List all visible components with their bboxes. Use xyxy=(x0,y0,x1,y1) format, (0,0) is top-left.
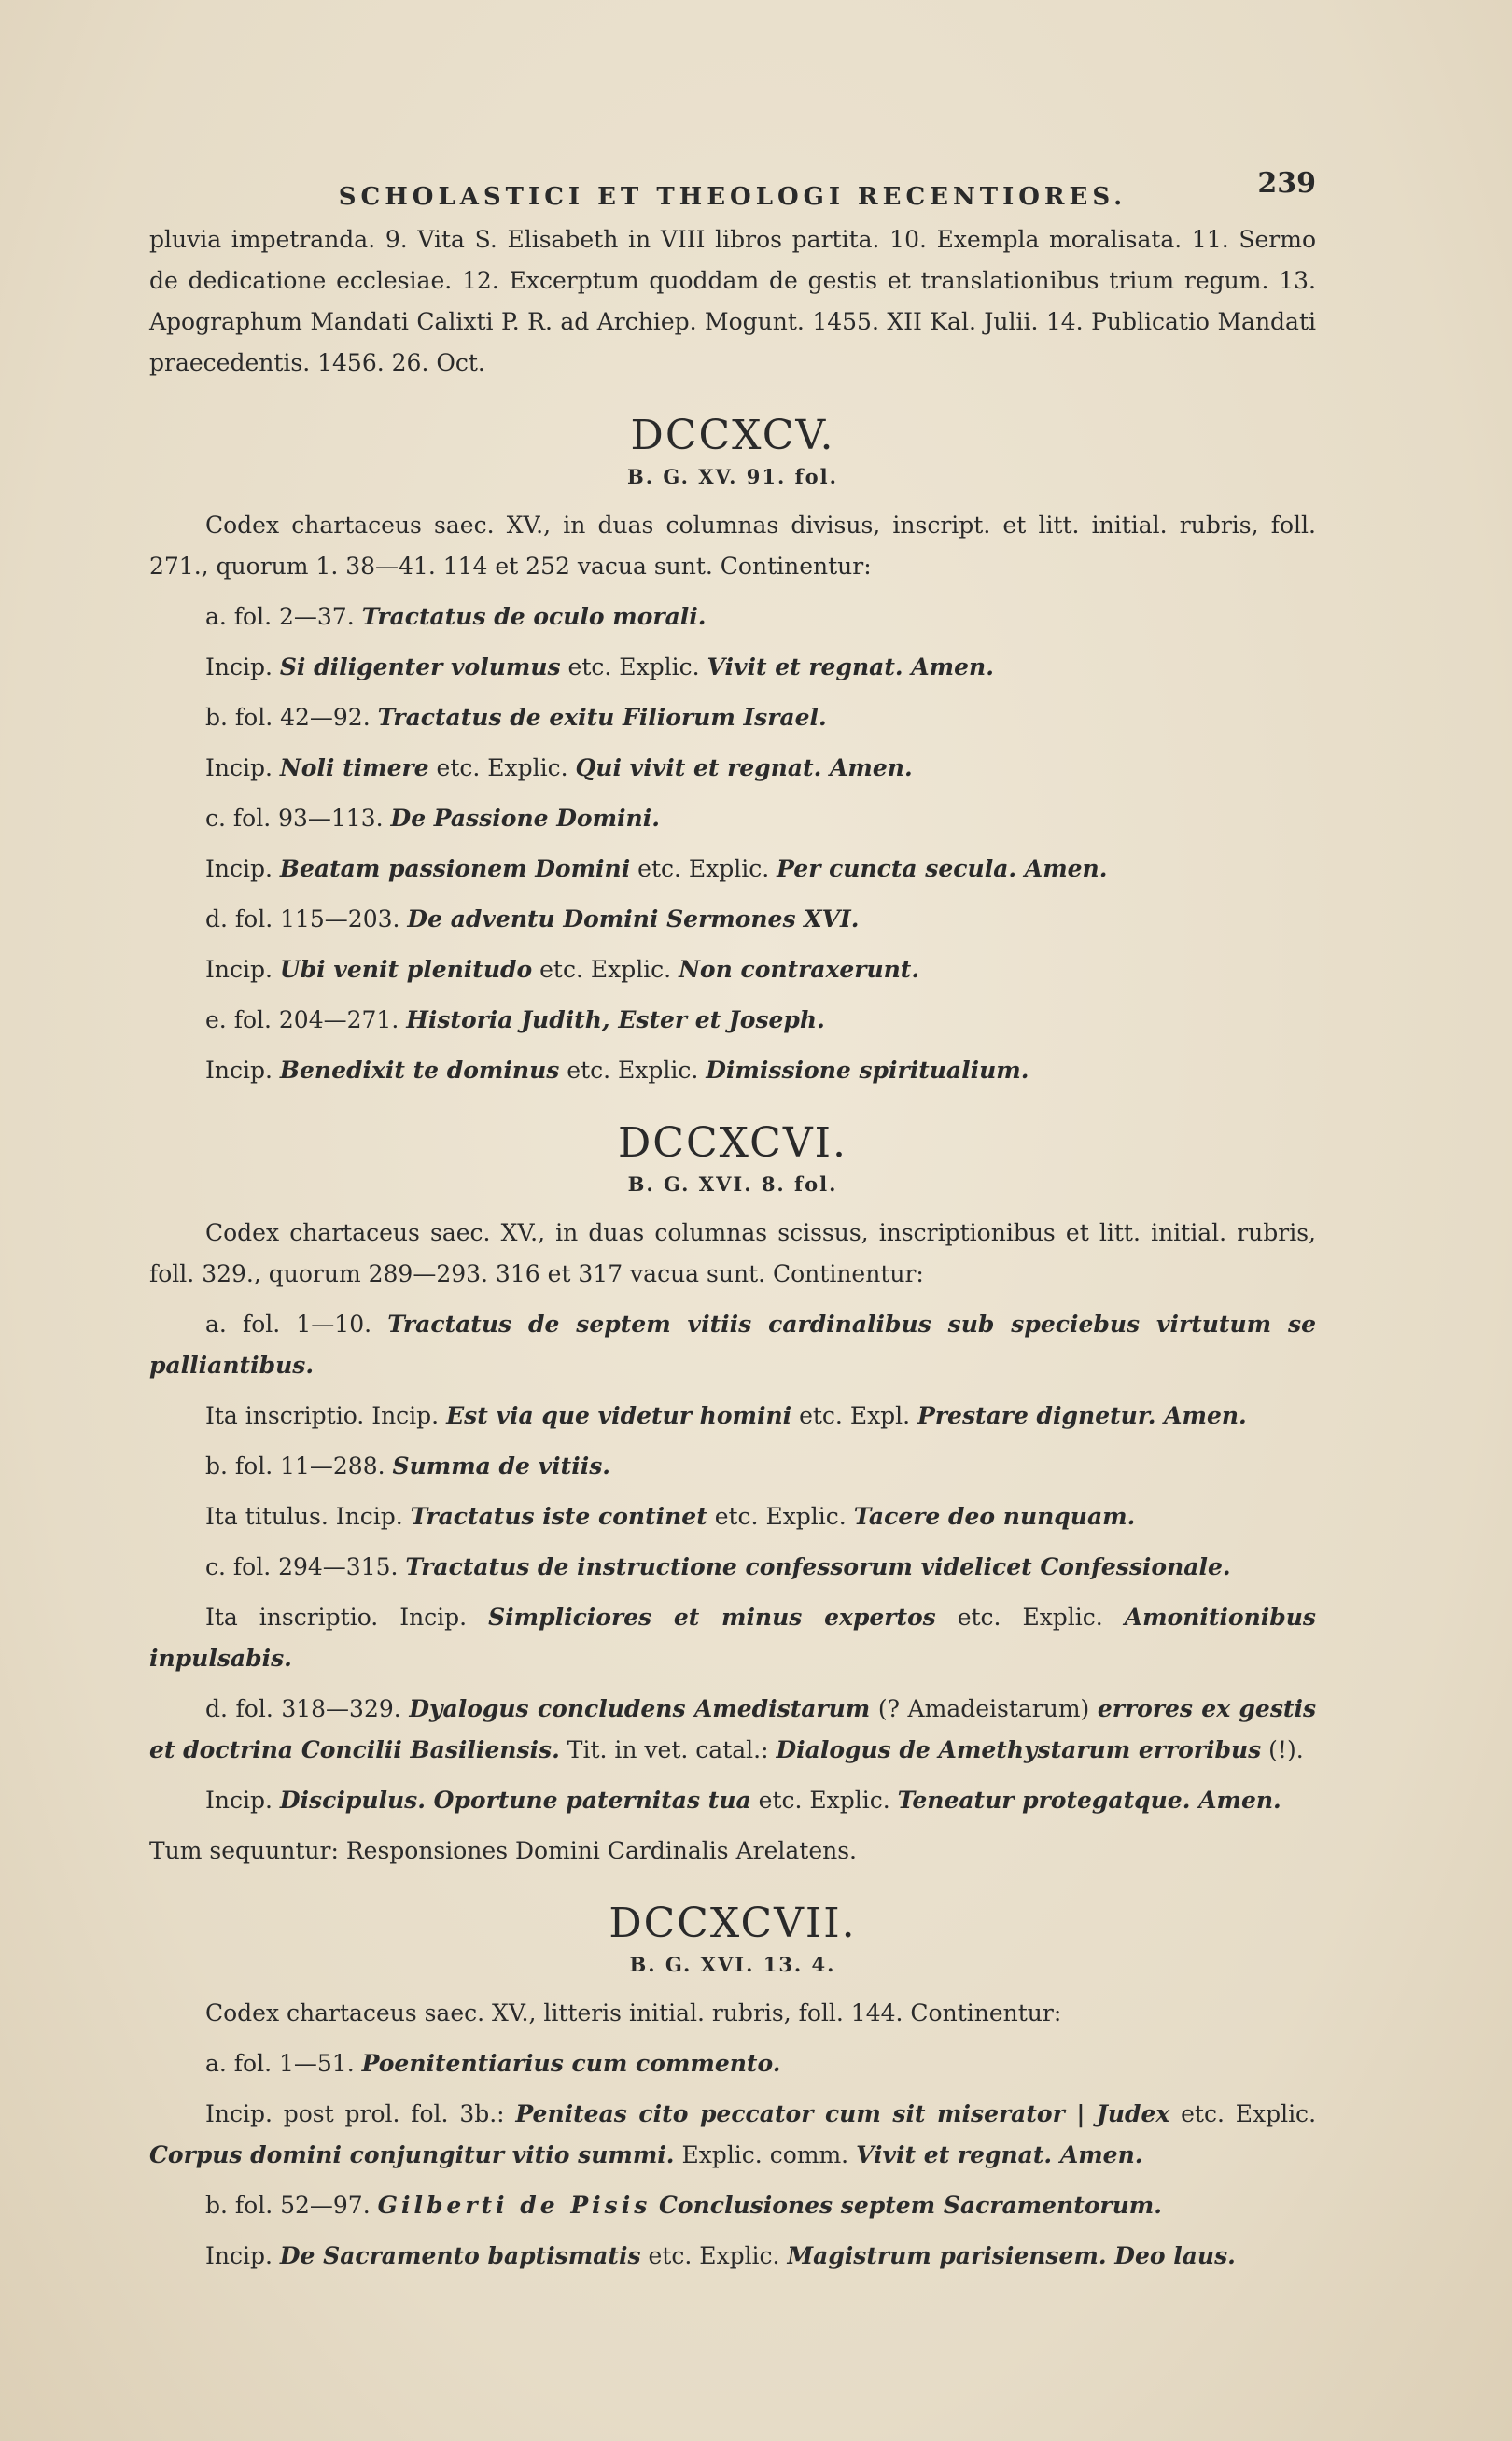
codex-description: Codex chartaceus saec. XV., litteris initial. rubris, foll. 144. Continentur: xyxy=(205,1999,1062,2027)
content-item: b. fol. 52—97. Gilberti de Pisis Conclusiones septem Sacramentorum. xyxy=(205,2192,1162,2219)
incipit-line: Ita inscriptio. Incip. Est via que videtur homini etc. Expl. Prestare dignetur. Amen. xyxy=(205,1402,1247,1429)
content-item: d. fol. 115—203. De adventu Domini Sermones XVI. xyxy=(205,905,860,933)
incipit-line: Incip. De Sacramento baptismatis etc. Explic. Magistrum parisiensem. Deo laus. xyxy=(205,2242,1236,2269)
intro-paragraph: pluvia impetranda. 9. Vita S. Elisabeth in VIII libros partita. 10. Exempla moralisata. 11. Sermo de dedicatione ecclesiae. 12. Excerptum quoddam de gestis et translationibus trium regum. 13. Apographum Mandati Calixti P. R. ad Archiep. Mogunt. 1455. XII Kal. Julii. 14. Publicatio Mandati praecedentis. 1456. 26. Oct. xyxy=(149,226,1316,376)
content-item: b. fol. 42—92. Tractatus de exitu Filiorum Israel. xyxy=(205,704,827,731)
incipit-line: Incip. Si diligenter volumus etc. Explic. Vivit et regnat. Amen. xyxy=(205,653,994,680)
content-item: a. fol. 1—51. Poenitentiarius cum commento. xyxy=(205,2050,781,2077)
shelfmark: B. G. XV. 91. fol. xyxy=(627,465,838,488)
content-item: a. fol. 2—37. Tractatus de oculo morali. xyxy=(205,603,707,630)
page-content xyxy=(149,163,1316,2286)
codex-number: DCCXCVII. xyxy=(609,1900,857,1947)
codex-number: DCCXCV. xyxy=(630,412,835,459)
incipit-line: Incip. Benedixit te dominus etc. Explic. Dimissione spiritualium. xyxy=(205,1057,1029,1084)
content-item: a. fol. 1—10. Tractatus de septem vitiis cardinalibus sub speciebus virtutum se palliantibus. xyxy=(149,1311,1316,1379)
shelfmark: B. G. XVI. 8. fol. xyxy=(627,1172,838,1196)
codex-description: Codex chartaceus saec. XV., in duas columnas scissus, inscriptionibus et litt. initial. rubris, foll. 329., quorum 289—293. 316 et 317 vacua sunt. Continentur: xyxy=(149,1219,1316,1287)
content-item: c. fol. 93—113. De Passione Domini. xyxy=(205,805,660,832)
incipit-line: Ita inscriptio. Incip. Simpliciores et minus expertos etc. Explic. Amonitionibus inpulsabis. xyxy=(149,1604,1317,1672)
catalog-entry xyxy=(149,1117,1316,1872)
page-number: 239 xyxy=(1257,167,1316,200)
catalog-entry xyxy=(149,410,1316,1091)
content-item: b. fol. 11—288. Summa de vitiis. xyxy=(205,1452,610,1480)
catalog-entry xyxy=(149,1898,1316,2277)
incipit-line: Ita titulus. Incip. Tractatus iste continet etc. Explic. Tacere deo nunquam. xyxy=(205,1503,1136,1530)
incipit-line: Incip. post prol. fol. 3b.: Peniteas cito peccator cum sit miserator | Judex etc. Explic. Corpus domini conjungitur vitio summi. Explic. comm. Vivit et regnat. Amen. xyxy=(149,2100,1317,2168)
running-title: SCHOLASTICI ET THEOLOGI RECENTIORES. xyxy=(338,183,1127,211)
closing-note: Tum sequuntur: Responsiones Domini Cardinalis Arelatens. xyxy=(149,1837,857,1864)
incipit-line: Incip. Beatam passionem Domini etc. Explic. Per cuncta secula. Amen. xyxy=(205,855,1108,882)
content-item: d. fol. 318—329. Dyalogus concludens Amedistarum (? Amadeistarum) errores ex gestis et doctrina Concilii Basiliensis. Tit. in vet. catal.: Dialogus de Amethystarum erroribus (!). xyxy=(149,1695,1317,1763)
incipit-line: Incip. Discipulus. Oportune paternitas tua etc. Explic. Teneatur protegatque. Amen. xyxy=(205,1787,1281,1814)
content-item: e. fol. 204—271. Historia Judith, Ester et Joseph. xyxy=(205,1006,825,1033)
codex-number: DCCXCVI. xyxy=(618,1119,847,1167)
codex-description: Codex chartaceus saec. XV., in duas columnas divisus, inscript. et litt. initial. rubris, foll. 271., quorum 1. 38—41. 114 et 252 vacua sunt. Continentur: xyxy=(149,512,1316,580)
content-item: c. fol. 294—315. Tractatus de instructione confessorum videlicet Confessionale. xyxy=(205,1553,1231,1580)
shelfmark: B. G. XVI. 13. 4. xyxy=(629,1953,836,1976)
incipit-line: Incip. Noli timere etc. Explic. Qui vivit et regnat. Amen. xyxy=(205,754,913,781)
running-header xyxy=(149,163,1316,219)
incipit-line: Incip. Ubi venit plenitudo etc. Explic. Non contraxerunt. xyxy=(205,956,920,983)
